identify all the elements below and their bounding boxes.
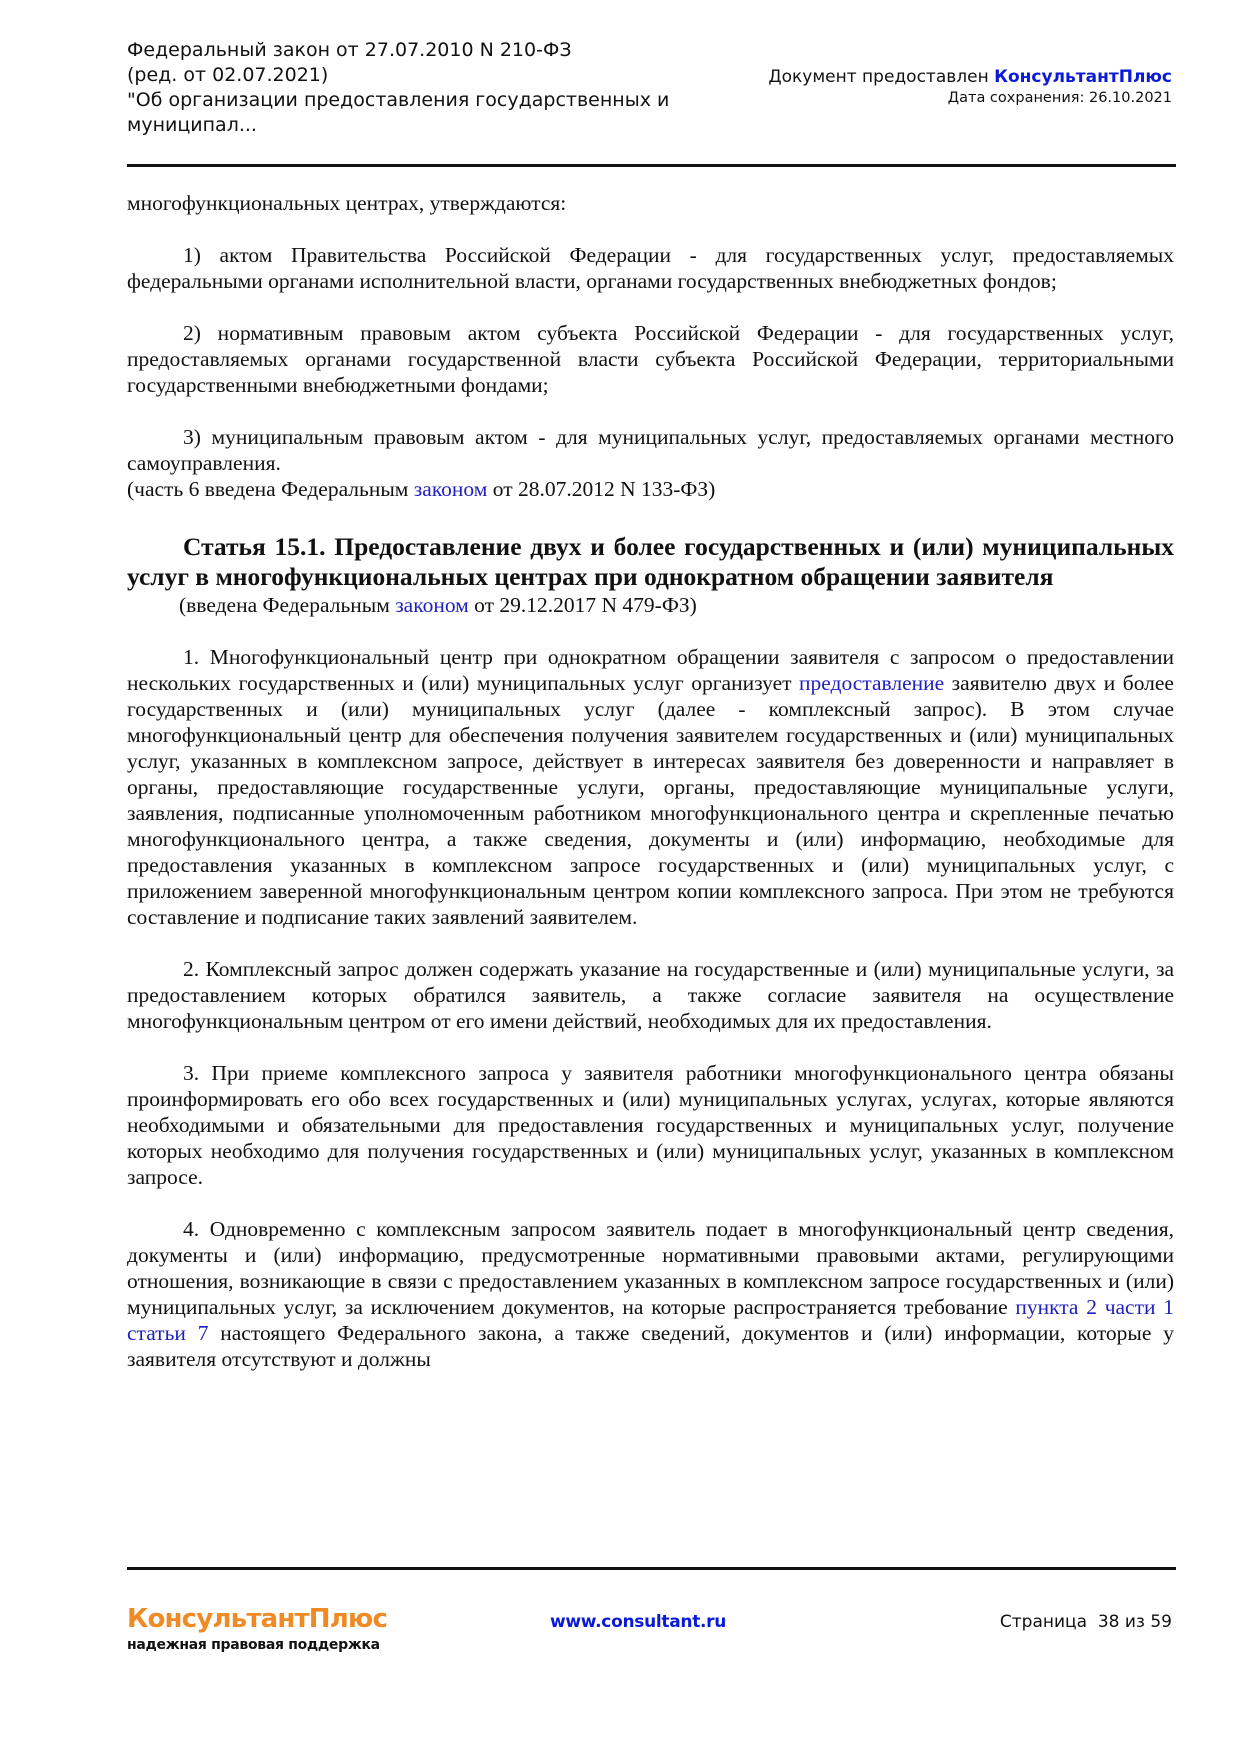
article-title: Статья 15.1. Предоставление двух и более государственных и (или) муниципальных услуг в многофункциональных центрах при однократном обращении заявителя (127, 532, 1174, 591)
list-item-2: 2) нормативным правовым актом субъекта Российской Федерации - для государственных услуг, предоставляемых органами государственной власти субъекта Российской Федерации, территориальными государственными внебюджетными фондами; (127, 321, 1174, 397)
law-link-479fz[interactable]: законом (395, 593, 469, 617)
provider-brand-link[interactable]: КонсультантПлюс (994, 67, 1172, 87)
article-paragraph-4: 4. Одновременно с комплексным запросом заявитель подает в многофункциональный центр сведения, документы и (или) информацию, предусмотренные нормативными правовыми актами, регулирующими отношения, возникающие в связи с предоставлением указанных в комплексном запросе государственных и (или) муниципальных услуг, за исключением документов, на которые распространяется требование пункта 2 части 1 статьи 7 настоящего Федерального закона, а также сведений, документов и (или) информации, которые у заявителя отсутствуют и должны (127, 1217, 1174, 1371)
saved-date: Дата сохранения: 26.10.2021 (947, 90, 1172, 106)
article-paragraph-1: 1. Многофункциональный центр при однократном обращении заявителя с запросом о предоставлении нескольких государственных и (или) муниципальных услуг организует предоставление заявителю двух и более государственных и (или) муниципальных услуг (далее - комплексный запрос). В этом случае многофункциональный центр для обеспечения получения заявителем государственных и (или) муниципальных услуг, указанных в комплексном запросе, действует в интересах заявителя без доверенности и направляет в органы, предоставляющие государственные услуги, органы, предоставляющие муниципальные услуги, заявления, подписанные уполномоченным работником многофункционального центра и скрепленные печатью многофункционального центра, а также сведения, документы и (или) информацию, необходимые для предоставления указанных в комплексном запросе государственных и (или) муниципальных услуг, с приложением заверенной многофункциональным центром копии комплексного запроса. При этом не требуются составление и подписание таких заявлений заявителем. (127, 645, 1174, 929)
article-paragraph-2: 2. Комплексный запрос должен содержать указание на государственные и (или) муниципальные услуги, за предоставлением которых обратился заявитель, а также согласие заявителя на осуществление многофункциональным центром от его имени действий, необходимых для их предоставления. (127, 957, 1174, 1033)
header-divider (127, 164, 1176, 167)
list-item-3: 3) муниципальным правовым актом - для муниципальных услуг, предоставляемых органами местного самоуправления. (127, 425, 1174, 475)
doc-title-line: (ред. от 02.07.2021) (127, 64, 329, 86)
provision-link[interactable]: предоставление (799, 671, 945, 695)
footer-tagline: надежная правовая поддержка (127, 1637, 380, 1653)
intro-line: многофункциональных центрах, утверждаются: (127, 191, 567, 215)
doc-title-line: Федеральный закон от 27.07.2010 N 210-ФЗ (127, 39, 572, 61)
document-body (127, 190, 1174, 1372)
page-number: Страница 38 из 59 (999, 1612, 1172, 1632)
provided-by-label: Документ предоставлен (768, 67, 995, 87)
list-item-1: 1) актом Правительства Российской Федерации - для государственных услуг, предоставляемых федеральными органами исполнительной власти, органами государственных внебюджетных фондов; (127, 243, 1174, 293)
consultant-logo (127, 1604, 387, 1656)
amendment-note-article: (введена Федеральным законом от 29.12.2017 N 479-ФЗ) (179, 593, 697, 617)
doc-title-line: муниципал... (127, 114, 257, 136)
footer-brand: КонсультантПлюс (127, 1604, 388, 1634)
document-header-title (127, 38, 687, 138)
article7-link[interactable]: пункта 2 части 1 статьи 7 (127, 1295, 1174, 1345)
article-paragraph-3: 3. При приеме комплексного запроса у заявителя работники многофункционального центра обязаны проинформировать его обо всех государственных и (или) муниципальных услугах, услугах, которые являются необходимыми и обязательными для предоставления государственных и муниципальных услуг, получение которых необходимо для получения государственных и (или) муниципальных услуг, указанных в комплексном запросе. (127, 1061, 1174, 1189)
provided-by (768, 66, 1172, 88)
document-provider-info (768, 66, 1172, 108)
law-link-133fz[interactable]: законом (413, 477, 488, 501)
amendment-note-part6: (часть 6 введена Федеральным законом от 28.07.2012 N 133-ФЗ) (127, 477, 716, 501)
footer-divider (127, 1567, 1176, 1570)
website-link[interactable]: www.consultant.ru (550, 1612, 727, 1632)
doc-title-line: "Об организации предоставления государственных и (127, 89, 670, 111)
